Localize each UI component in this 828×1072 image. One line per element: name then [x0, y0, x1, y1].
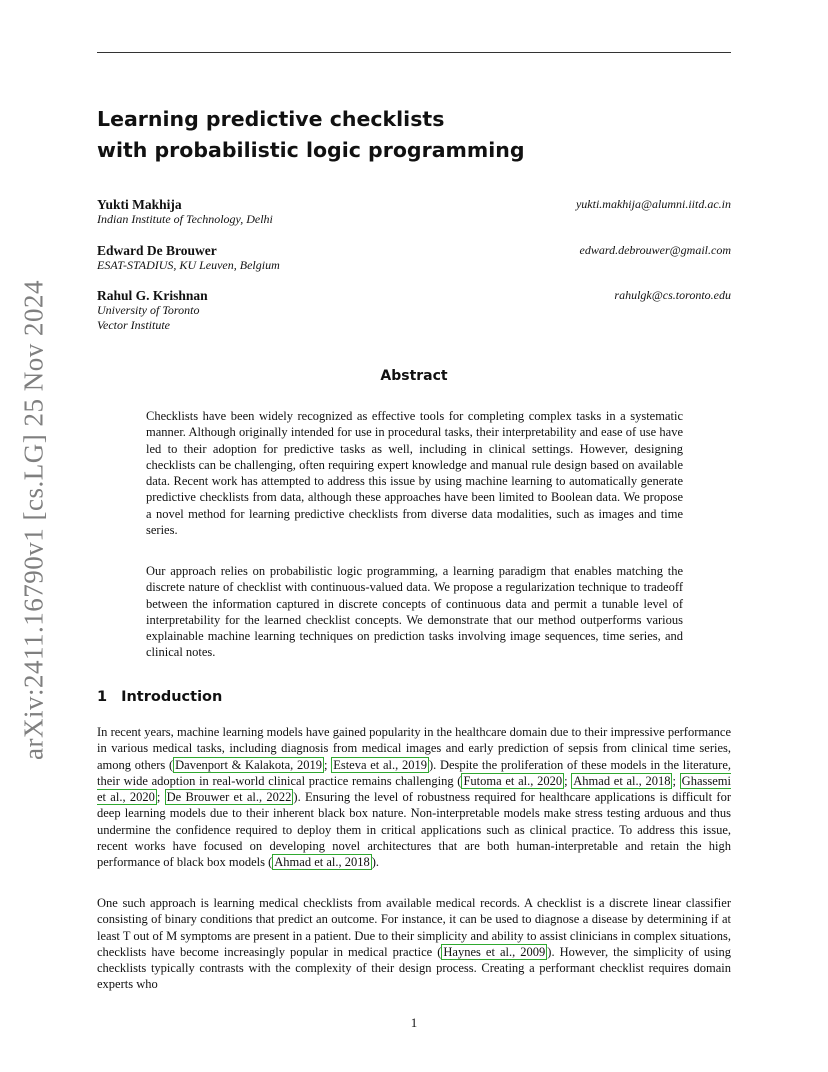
author-email[interactable]: yukti.makhija@alumni.iitd.ac.in [575, 197, 731, 211]
author-name: Edward De Brouwer [97, 243, 217, 258]
intro-paragraph-2 [97, 895, 731, 993]
text-run: ; [324, 757, 332, 772]
citation-link[interactable]: Ahmad et al., 2018 [573, 773, 671, 788]
text-run: ). Ensuring the level of robustness required for healthcare applications is difficult for deep learning models due to their inherent black box nature. Non-interpretable models make stress testing arduous and thus undermine the confidence required to deploy them in critical applications such as clinical practice. To address this issue, recent works have focused on developing novel architectures that are both human-interpretable and retain the high performance of black box models ( [97, 790, 731, 870]
title-line-2: with probabilistic logic programming [97, 138, 525, 162]
page-number: 1 [410, 1015, 418, 1030]
author-affiliation: University of Toronto [97, 303, 200, 317]
citation-link[interactable]: Haynes et al., 2009 [443, 944, 546, 959]
section-number: 1 [97, 689, 108, 705]
text-run: ). However, the simplicity of using checklists typically contrasts with the complexity of their design process. Creating a performant checklist requires domain experts who [97, 944, 732, 992]
section-title: Introduction [121, 689, 223, 705]
author-name: Rahul G. Krishnan [97, 288, 208, 303]
citation-link[interactable]: Ahmad et al., 2018 [274, 855, 370, 870]
text-run: ; [156, 790, 165, 805]
intro-paragraph-1 [97, 724, 731, 871]
text-run: ). [371, 855, 380, 870]
citation-link[interactable]: De Brouwer et al., 2022 [166, 790, 292, 805]
author-affiliation: Indian Institute of Technology, Delhi [97, 212, 273, 226]
text-run: In recent years, machine learning models have gained popularity in the healthcare domain due to their impressive performance in various medical tasks, including diagnosis from medical images and early prediction of sepsis from clinical time series, among others ( [97, 725, 731, 772]
citation-link[interactable]: Ghassemi et al., 2020 [97, 773, 731, 805]
author-block-3 [97, 288, 731, 333]
author-affiliation: Vector Institute [97, 318, 170, 332]
citation-link[interactable]: Futoma et al., 2020 [463, 773, 563, 788]
author-block-1 [97, 197, 731, 227]
text-run: One such approach is learning medical checklists from available medical records. A checklist is a discrete linear classifier consisting of binary conditions that predict an outcome. For instance, it can be used to diagnose a disease by determining if at least T out of M symptoms are present in a patient. Due to their simplicity and ability to assist clinicians in complex situations, checklists have become increasingly popular in medical practice ( [97, 896, 731, 959]
author-email[interactable]: rahulgk@cs.toronto.edu [614, 288, 731, 302]
text-run: ; [672, 773, 680, 788]
author-name: Yukti Makhija [97, 197, 182, 212]
citation-link[interactable]: Esteva et al., 2019 [333, 757, 427, 772]
title-line-1: Learning predictive checklists [97, 107, 445, 131]
abstract-heading: Abstract [380, 368, 448, 384]
author-affiliation: ESAT-STADIUS, KU Leuven, Belgium [97, 258, 280, 272]
abstract-paragraph-1: Checklists have been widely recognized as effective tools for completing complex tasks in a systematic manner. Although originally intended for use in procedural tasks, their interpretability and ease of use have led to their adoption for predictive tasks as well, including in clinical settings. However, designing checklists can be challenging, often requiring expert knowledge and manual rule design based on available data. Recent work has attempted to address this issue by using machine learning to automatically generate predictive checklists from data, although these approaches have been limited to Boolean data. We propose a novel method for learning predictive checklists from diverse data modalities, such as images and time series. [146, 409, 683, 538]
header-rule [97, 52, 731, 53]
paper-title [97, 104, 737, 166]
citation-link[interactable]: Davenport & Kalakota, 2019 [175, 757, 323, 772]
author-block-2 [97, 243, 731, 273]
arxiv-identifier[interactable]: arXiv:2411.16790v1 [cs.LG] 25 Nov 2024 [18, 280, 49, 760]
text-run: ; [564, 773, 572, 788]
section-heading-introduction [97, 689, 222, 705]
text-run: ). Despite the proliferation of these models in the literature, their wide adoption in real-world clinical practice remains challenging ( [97, 757, 731, 788]
author-email[interactable]: edward.debrouwer@gmail.com [579, 243, 731, 257]
abstract-paragraph-2: Our approach relies on probabilistic logic programming, a learning paradigm that enables matching the discrete nature of checklist with continuous-valued data. We propose a regularization technique to tradeoff between the information captured in discrete concepts of continuous data and permit a tunable level of interpretability for the learned checklist concepts. We demonstrate that our method outperforms various explainable machine learning techniques on prediction tasks involving image sequences, time series, and clinical notes. [146, 564, 683, 660]
